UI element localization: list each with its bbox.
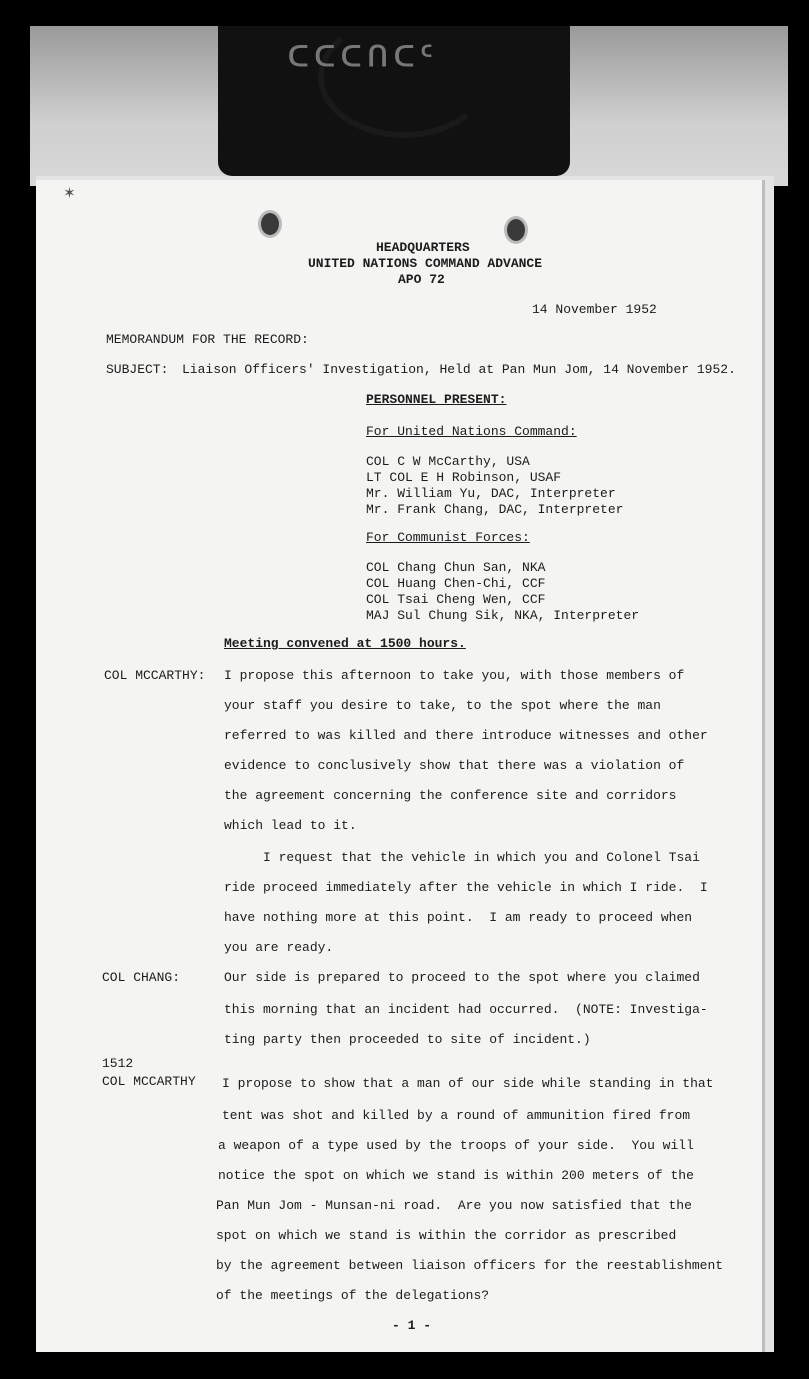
speaker-label: COL MCCARTHY — [102, 1074, 196, 1089]
comm-member: COL Tsai Cheng Wen, CCF — [366, 592, 546, 607]
comm-member: COL Chang Chun San, NKA — [366, 560, 546, 575]
un-member: Mr. William Yu, DAC, Interpreter — [366, 486, 616, 501]
statement-line: your staff you desire to take, to the spot where the man — [224, 698, 661, 713]
statement-line: this morning that an incident had occurred. (NOTE: Investiga- — [224, 1002, 708, 1017]
meeting-convened: Meeting convened at 1500 hours. — [224, 636, 466, 651]
statement-line: the agreement concerning the conference site and corridors — [224, 788, 677, 803]
speaker-label: COL CHANG: — [102, 970, 181, 985]
statement-line: referred to was killed and there introduce witnesses and other — [224, 728, 708, 743]
statement-line: which lead to it. — [224, 818, 357, 833]
statement-line: by the agreement between liaison officers for the reestablishment — [216, 1258, 724, 1273]
header-line-3: APO 72 — [398, 272, 445, 287]
page-number: - 1 - — [392, 1318, 432, 1333]
statement-line: you are ready. — [224, 940, 334, 955]
comm-heading: For Communist Forces: — [366, 530, 530, 545]
statement-line: have nothing more at this point. I am ready to proceed when — [224, 910, 693, 925]
document-page — [36, 180, 765, 1352]
memo-date: 14 November 1952 — [532, 302, 657, 317]
comm-member: COL Huang Chen-Chi, CCF — [366, 576, 546, 591]
corner-mark-icon: ✶ — [64, 184, 75, 204]
statement-line: I request that the vehicle in which you and Colonel Tsai — [224, 850, 700, 865]
speaker-label: COL MCCARTHY: — [104, 668, 206, 683]
statement-line: Pan Mun Jom - Munsan-ni road. Are you now satisfied that the — [216, 1198, 692, 1213]
statement-line: spot on which we stand is within the corridor as prescribed — [216, 1228, 677, 1243]
binder-clip — [218, 26, 570, 176]
punch-hole — [258, 210, 282, 238]
header-line-2: UNITED NATIONS COMMAND ADVANCE — [308, 256, 543, 271]
comm-member: MAJ Sul Chung Sik, NKA, Interpreter — [366, 608, 640, 623]
clip-label: ᑕᑕᑕᑎᑕᑦ — [288, 44, 439, 75]
statement-line: evidence to conclusively show that there was a violation of — [224, 758, 685, 773]
memo-for: MEMORANDUM FOR THE RECORD: — [106, 332, 309, 347]
un-member: LT COL E H Robinson, USAF — [366, 470, 562, 485]
personnel-heading: PERSONNEL PRESENT: — [366, 392, 507, 407]
statement-line: ting party then proceeded to site of incident.) — [224, 1032, 591, 1047]
statement-line: tent was shot and killed by a round of ammunition fired from — [222, 1108, 691, 1123]
statement-line: of the meetings of the delegations? — [216, 1288, 490, 1303]
statement-line: Our side is prepared to proceed to the spot where you claimed — [224, 970, 700, 985]
subject-text: Liaison Officers' Investigation, Held at Pan Mun Jom, 14 November 1952. — [182, 362, 736, 377]
statement-line: notice the spot on which we stand is within 200 meters of the — [218, 1168, 694, 1183]
punch-hole — [504, 216, 528, 244]
subject-label: SUBJECT: — [106, 362, 169, 377]
clip-wire — [318, 16, 490, 138]
statement-line: I propose to show that a man of our side while standing in that — [222, 1076, 714, 1091]
un-member: COL C W McCarthy, USA — [366, 454, 530, 469]
header-line-1: HEADQUARTERS — [376, 240, 470, 255]
un-member: Mr. Frank Chang, DAC, Interpreter — [366, 502, 624, 517]
statement-line: ride proceed immediately after the vehicle in which I ride. I — [224, 880, 708, 895]
un-heading: For United Nations Command: — [366, 424, 577, 439]
statement-line: a weapon of a type used by the troops of your side. You will — [218, 1138, 694, 1153]
time-annotation: 1512 — [102, 1056, 134, 1071]
statement-line: I propose this afternoon to take you, with those members of — [224, 668, 685, 683]
